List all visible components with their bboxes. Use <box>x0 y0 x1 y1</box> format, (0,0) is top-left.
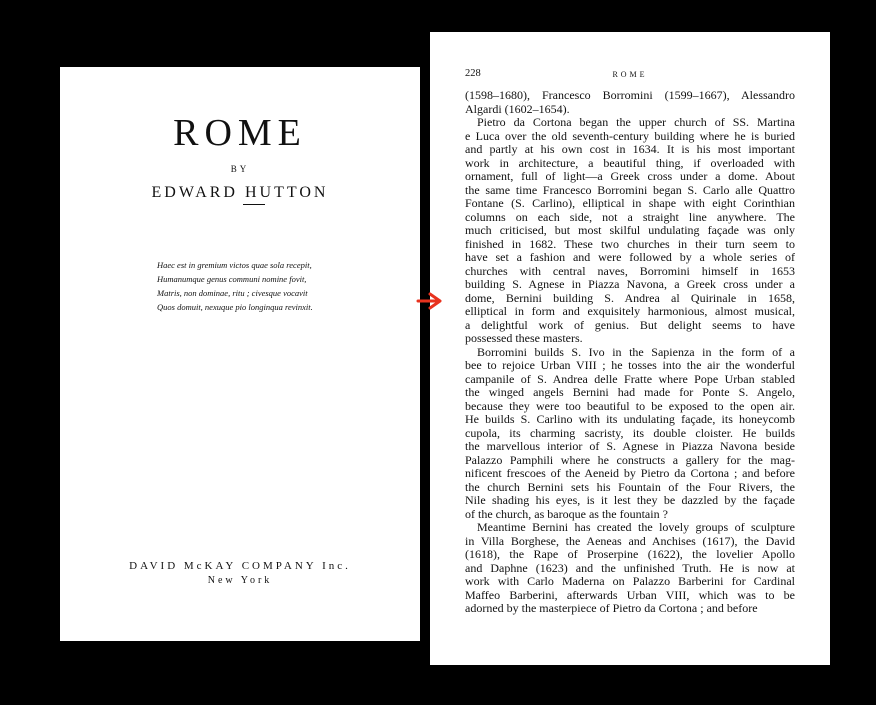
body-line: elliptical in form and exquisitely harmonious, almost musical, <box>465 305 795 318</box>
body-line: churches with central naves, Borromini himself in 1653 <box>465 264 795 278</box>
body-line: ornament, full of light—a Greek cross under a dome. About <box>465 170 795 183</box>
publisher: DAVID McKAY COMPANY Inc. <box>129 560 351 572</box>
body-line: the marvellous interior of S. Agnese in Piazza Navona beside <box>465 440 795 453</box>
body-line: Maffeo Barberini, afterwards Urban VIII, which was to be <box>465 588 795 602</box>
body-line: (1618), the Rape of Proserpine (1622), the lovelier Apollo <box>465 548 795 561</box>
body-line: a delightful work of genius. But delight seems to have <box>465 318 795 332</box>
body-line: and Daphne (1623) and the unfinished Truth. He is now at <box>465 561 795 575</box>
page-number: 228 <box>465 68 481 79</box>
book-title: ROME <box>173 112 307 154</box>
epigraph-line: Quos domuit, nexuque pio longinqua revinxit. <box>157 302 313 312</box>
body-line: Fontane (S. Carlino), elliptical in shape with eight Corinthian <box>465 197 795 210</box>
body-line: have set a fashion and were followed by a whole series of <box>465 251 795 264</box>
body-line: Palazzo Pamphili where he constructs a gallery for the mag- <box>465 453 795 467</box>
page-body <box>465 89 795 616</box>
body-line: in Villa Borghese, the Aeneas and Anchises (1617), the David <box>465 534 795 548</box>
text-page <box>430 32 830 665</box>
body-line: dome, Bernini building S. Andrea al Quirinale in 1658, <box>465 291 795 305</box>
epigraph <box>157 258 397 314</box>
body-line: columns on each side, not a straight line anywhere. The <box>465 210 795 224</box>
body-line: much criticised, but most skilful undulating façade was only <box>465 224 795 237</box>
body-line: nificent frescoes of the Aeneid by Pietro da Cortona ; and before <box>465 467 795 480</box>
body-line: bee to rejoice Urban VIII ; he tosses into the air the wonderful <box>465 359 795 372</box>
body-line: Nile shading his eyes, is it lest they be dazzled by the façade <box>465 494 795 507</box>
body-line: building S. Agnese in Piazza Navona, a Greek cross under a <box>465 278 795 291</box>
body-line: adorned by the masterpiece of Pietro da Cortona ; and before <box>465 602 758 615</box>
body-line: finished in 1682. These two churches in their turn seem to <box>465 237 795 251</box>
publisher-city: New York <box>207 575 273 586</box>
right-arrow-icon <box>416 292 444 310</box>
epigraph-line: Matris, non dominae, ritu ; civesque vocavit <box>157 288 308 298</box>
running-header: ROME <box>612 70 648 79</box>
body-line: e Luca over the old seventh-century building where he is buried <box>465 129 795 143</box>
body-line: because they were too beautiful to be exposed to the open air. <box>465 399 795 413</box>
body-line: Algardi (1602–1654). <box>465 102 570 116</box>
body-line: (1598–1680), Francesco Borromini (1599–1667), Alessandro <box>465 89 795 102</box>
body-line: work with Carlo Maderna on Palazzo Barberini for Cardinal <box>465 575 795 588</box>
by-label: BY <box>230 164 250 174</box>
body-line: the same time Francesco Borromini began S. Carlo alle Quattro <box>465 183 795 197</box>
body-line: Borromini builds S. Ivo in the Sapienza in the form of a <box>477 345 795 359</box>
body-line: of the church, as baroque as the fountain ? <box>465 507 668 521</box>
body-line: work in architecture, a beautiful thing, if overloaded with <box>465 156 795 170</box>
body-line: the winged angels Bernini had made for Ponte S. Angelo, <box>465 386 795 399</box>
epigraph-line: Haec est in gremium victos quae sola recepit, <box>157 260 312 270</box>
body-line: the church Bernini sets his Fountain of the Four Rivers, the <box>465 480 795 494</box>
body-line: He builds S. Carlino with its undulating façade, its honeycomb <box>465 413 795 426</box>
body-line: possessed these masters. <box>465 332 583 345</box>
body-line: Pietro da Cortona began the upper church of SS. Martina <box>477 116 795 129</box>
epigraph-line: Humanumque genus communi nomine fovit, <box>157 274 307 284</box>
author-name: EDWARD HUTTON <box>151 184 329 201</box>
body-line: Meantime Bernini has created the lovely groups of sculpture <box>477 521 795 534</box>
body-line: cupola, its charming sacristy, its double cloister. He builds <box>465 426 795 440</box>
title-page <box>60 67 420 641</box>
body-line: campanile of S. Andrea delle Fratte where Pope Urban stabled <box>465 372 795 386</box>
body-line: and partly at his own cost in 1634. It is his most important <box>465 143 795 156</box>
author-underline <box>243 204 265 205</box>
